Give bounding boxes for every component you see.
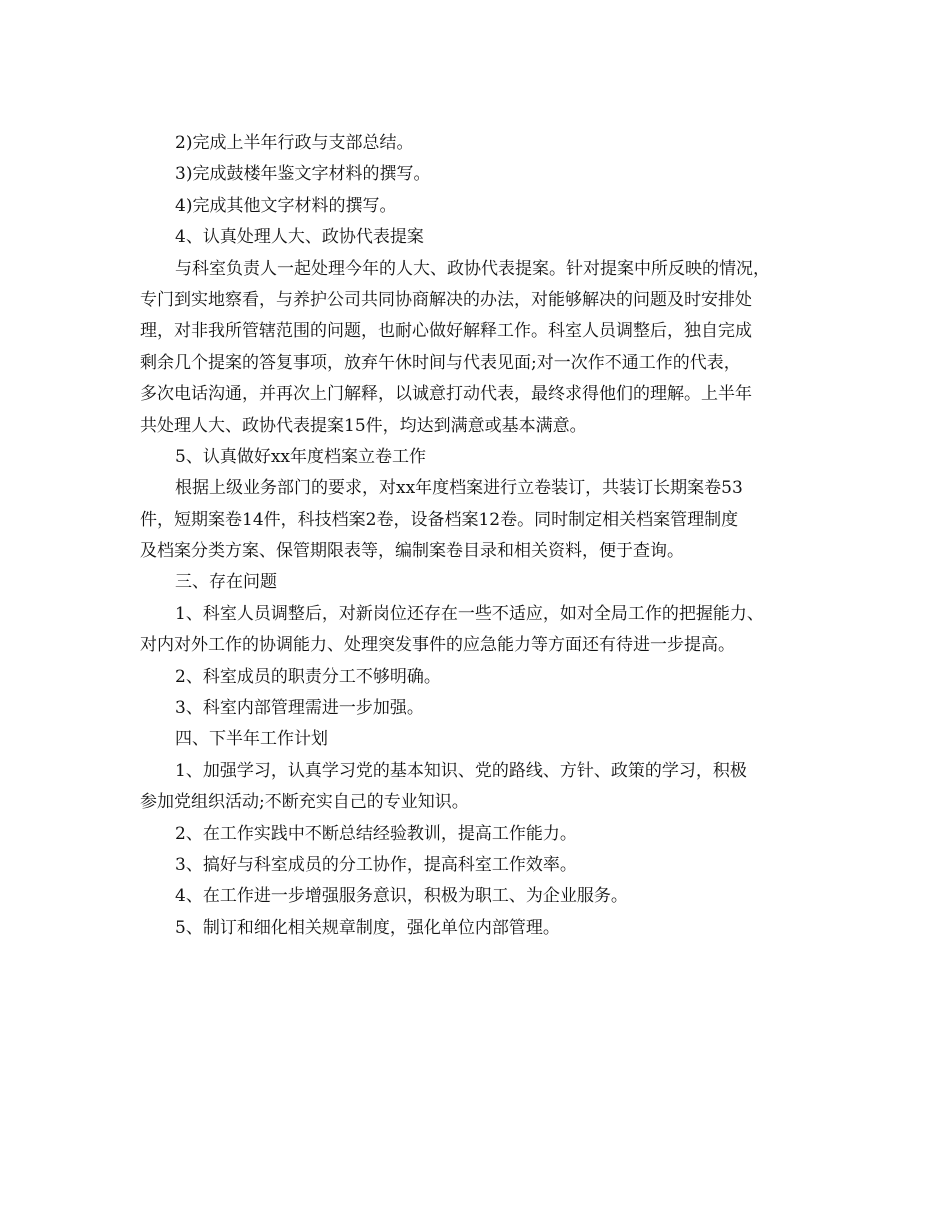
- paragraph-line: 专门到实地察看，与养护公司共同协商解决的办法，对能够解决的问题及时安排处: [140, 289, 752, 310]
- document-body: [140, 128, 830, 944]
- section-heading: 4、认真处理人大、政协代表提案: [175, 227, 424, 248]
- paragraph-line: 参加党组织活动;不断充实自己的专业知识。: [140, 792, 469, 813]
- section-heading: 三、存在问题: [175, 572, 277, 593]
- paragraph-line: 多次电话沟通，并再次上门解释，以诚意打动代表，最终求得他们的理解。上半年: [140, 384, 752, 405]
- paragraph-line: 1、科室人员调整后，对新岗位还存在一些不适应，如对全局工作的把握能力、: [175, 603, 764, 624]
- list-item: 4)完成其他文字材料的撰写。: [175, 195, 397, 216]
- paragraph-line: 共处理人大、政协代表提案15件，均达到满意或基本满意。: [140, 415, 587, 436]
- paragraph-line: 理，对非我所管辖范围的问题，也耐心做好解释工作。科室人员调整后，独自完成: [140, 321, 752, 342]
- list-item: 2)完成上半年行政与支部总结。: [175, 133, 414, 153]
- list-item: 3)完成鼓楼年鉴文字材料的撰写。: [175, 164, 431, 185]
- paragraph-line: 及档案分类方案、保管期限表等，编制案卷目录和相关资料，便于查询。: [140, 541, 684, 562]
- paragraph-line: 根据上级业务部门的要求，对xx年度档案进行立卷装订，共装订长期案卷53: [175, 478, 743, 499]
- paragraph-line: 剩余几个提案的答复事项，放弃午休时间与代表见面;对一次作不通工作的代表，: [140, 352, 741, 373]
- list-item: 3、科室内部管理需进一步加强。: [175, 698, 424, 719]
- paragraph-line: 与科室负责人一起处理今年的人大、政协代表提案。针对提案中所反映的情况，: [175, 258, 770, 279]
- section-heading: 5、认真做好xx年度档案立卷工作: [175, 446, 426, 467]
- section-heading: 四、下半年工作计划: [175, 729, 328, 750]
- list-item: 5、制订和细化相关规章制度，强化单位内部管理。: [175, 917, 560, 938]
- paragraph-line: 对内对外工作的协调能力、处理突发事件的应急能力等方面还有待进一步提高。: [140, 635, 735, 656]
- list-item: 2、科室成员的职责分工不够明确。: [175, 666, 441, 687]
- paragraph-line: 1、加强学习，认真学习党的基本知识、党的路线、方针、政策的学习，积极: [175, 760, 747, 781]
- paragraph-line: 件，短期案卷14件，科技档案2卷，设备档案12卷。同时制定相关档案管理制度: [140, 509, 739, 530]
- list-item: 2、在工作实践中不断总结经验教训，提高工作能力。: [175, 823, 577, 844]
- list-item: 4、在工作进一步增强服务意识，积极为职工、为企业服务。: [175, 886, 628, 907]
- list-item: 3、搞好与科室成员的分工协作，提高科室工作效率。: [175, 854, 577, 875]
